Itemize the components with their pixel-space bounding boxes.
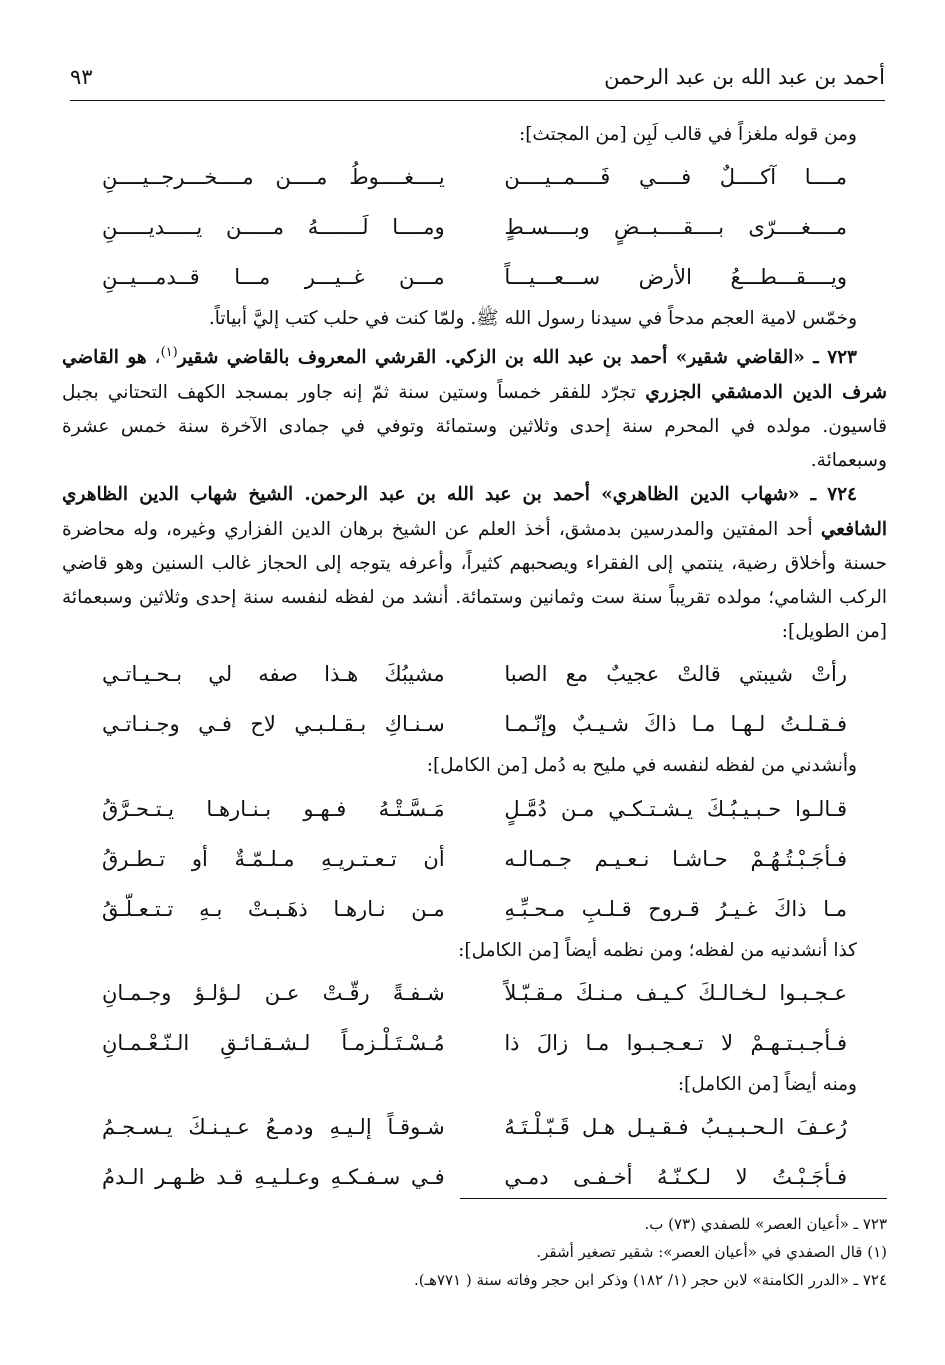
running-header — [70, 60, 885, 101]
hemistich-first: مـا ذاكَ غـيـرُ قـروح قـلـبِ مـحـبِّـهِ — [504, 896, 847, 921]
poem-2 — [62, 649, 887, 749]
verse — [62, 699, 887, 749]
hemistich-first: فـقـلـتُ لـهـا مـا ذاكَ شـيـبٌ وإنّـمـا — [504, 712, 847, 737]
intro-line: وأنشدني من لفظه لنفسه في مليح به دُمل [من الكامل]: — [426, 755, 857, 777]
poem-1 — [62, 152, 887, 302]
verse — [62, 968, 887, 1018]
hemistich-second: مـن نـارهـا ذهَـبـتْ بـهِ تـتـعـلّـقُ — [102, 896, 445, 921]
hemistich-second: سـنـاكِ بـقـلـبـي لاح فـي وجـنـاتـي — [102, 712, 445, 737]
footnote: ٧٢٣ ـ «أعيان العصر» للصفدي (٧٣) ب. — [644, 1215, 887, 1233]
entry-724 — [62, 478, 887, 649]
separator: ، — [154, 347, 161, 369]
hemistich-second: مشيبُكَ هـذا صفه لي بـحـيـاتـي — [102, 662, 445, 687]
verse — [62, 884, 887, 934]
hemistich-second: ومــــا لَـــــــهُ مـــــن يـــــديـــــنِ — [102, 215, 445, 240]
verse — [62, 252, 887, 302]
hemistich-second: مـــن غــيـــر مـــا قــدمـــيــنِ — [102, 265, 445, 290]
hemistich-second: فـي سـفـكـهِ وعـلـيـهِ قـد ظـهـر الـدمُ — [102, 1165, 445, 1189]
hemistich-second: شـوقـاً إلـيـهِ ودمـعُ عـيـنـكَ يـسـجـمُ — [102, 1115, 445, 1139]
intro-line: ومن قوله ملغزاً في قالب لَبِن [من المجتث]: — [518, 124, 857, 145]
intro-line: كذا أنشدنيه من لفظه؛ ومن نظمه أيضاً [من الكامل]: — [458, 939, 857, 961]
verse — [62, 1102, 887, 1152]
footnote: (١) قال الصفدي في «أعيان العصر»: شقير تصغير أشقر. — [536, 1243, 887, 1261]
verse — [62, 784, 887, 834]
hemistich-second: يــــغــــوطُ مــــن مــــخـــرجــيــــنِ — [102, 165, 445, 190]
entry-heading: ٧٢٤ ـ «شهاب الدين الظاهري» أحمد بن عبد الله بن عبد الرحمن. الشيخ شهاب الدين الظاهري الشافعي — [62, 484, 887, 540]
paragraph: وخمّس لامية العجم مدحاً في سيدنا رسول الله ﷺ. ولمّا كنت في حلب كتب إليَّ أبياتاً. — [208, 308, 857, 330]
hemistich-first: فـأجـبـتـهـمْ لا تـعـجـبـوا مـا زالَ ذا — [504, 1030, 847, 1055]
entry-heading: ٧٢٣ ـ «القاضي شقير» أحمد بن عبد الله بن الزكي. القرشي المعروف بالقاضي شقير — [177, 347, 857, 369]
footnote-divider — [460, 1198, 887, 1199]
poem-4 — [62, 968, 887, 1068]
hemistich-first: رُعـفَ الـحـبـيـبُ فـقـيـل هـل قَـبّـلْـتَـهُ — [504, 1115, 847, 1139]
hemistich-first: ويــــقـــطـــعُ الأرض ســـعـــيـــاً — [504, 265, 847, 290]
hemistich-second: مَـسَّـتْـهُ فـهـو بـنـارهـا يـتـحـرَّقُ — [102, 796, 445, 821]
verse — [62, 202, 887, 252]
verse — [62, 834, 887, 884]
hemistich-first: قـالـوا حـبـيـبُـكَ يـشـتـكـي مـن دُمَّـلٍ — [504, 796, 847, 821]
page-number: ٩٣ — [70, 65, 93, 89]
hemistich-first: مــــغــــرّى بــــقــــبــضٍ وبــــسـطٍ — [504, 215, 847, 240]
hemistich-second: أن تـعـتـريـهِ مـلـمّـةٌ أو تـطـرقُ — [102, 846, 445, 871]
hemistich-first: رأتْ شيبتي قالتْ عجيبٌ مع الصبا — [504, 662, 847, 687]
header-title: أحمد بن عبد الله بن عبد الرحمن — [604, 65, 885, 89]
entry-723 — [62, 336, 887, 478]
footnote: ٧٢٤ ـ «الدرر الكامنة» لابن حجر (١/ ١٨٢) وذكر ابن حجر وفاته سنة ( ٧٧١هـ). — [414, 1271, 887, 1289]
hemistich-first: مــــا آكــــلٌ فــــي فَــــمــيــــن — [504, 165, 847, 190]
poem-5 — [62, 1102, 887, 1202]
footnotes — [62, 1210, 887, 1294]
verse — [62, 649, 887, 699]
main-text — [62, 118, 887, 1202]
verse — [62, 152, 887, 202]
entry-subheading: هو القاضي شرف الدين الدمشقي الجزري — [62, 347, 887, 403]
hemistich-second: شـفـةً رقّـتْ عـن لـؤلـؤ وجـمـانِ — [102, 980, 445, 1005]
footnote-ref: (١) — [160, 345, 178, 361]
verse — [62, 1152, 887, 1202]
entry-text: أحد المفتين والمدرسين بدمشق، أخذ العلم عن الشيخ برهان الدين الفزاري وغيره، وله محاضرة حسنة وأخلاق رضية، ينتمي إلى الفقراء ويصحبهم كثيراً، وأعرفه يتوجه إلى الحجاز غالب السنين وهو قاضي الركب الشامي؛ مولده تقريباً سنة ست وثمانين وستمائة. أنشد من لفظه لنفسه سنة إحدى وثلاثين وسبعمائة [من الطويل]: — [62, 518, 887, 643]
hemistich-first: فـأجَـبْـتُـهُـمْ حـاشـا نـعـيـم جـمـالـه — [504, 846, 847, 871]
hemistich-first: عـجـبـوا لـخـالـكَ كـيـف مـنـكَ مـقـبّـلاً — [504, 980, 847, 1005]
entry-text: تجرّد للفقر خمساً وستين سنة ثمّ إنه جاور بمسجد الكهف التحتاني بجبل قاسيون. مولده في المحرم سنة إحدى وثلاثين وستمائة وتوفي في جمادى الآخرة سنة خمس عشرة وسبعمائة. — [62, 381, 887, 472]
verse — [62, 1018, 887, 1068]
hemistich-second: مُـسْـتَـلْـزمـاً لـشـقـائـقِ الـنّـعْـمـانِ — [102, 1030, 445, 1055]
intro-line: ومنه أيضاً [من الكامل]: — [677, 1073, 857, 1095]
poem-3 — [62, 784, 887, 934]
hemistich-first: فـأجَـبْـتُ لا لـكـنّـهُ أخـفـى دمـي — [504, 1165, 847, 1189]
